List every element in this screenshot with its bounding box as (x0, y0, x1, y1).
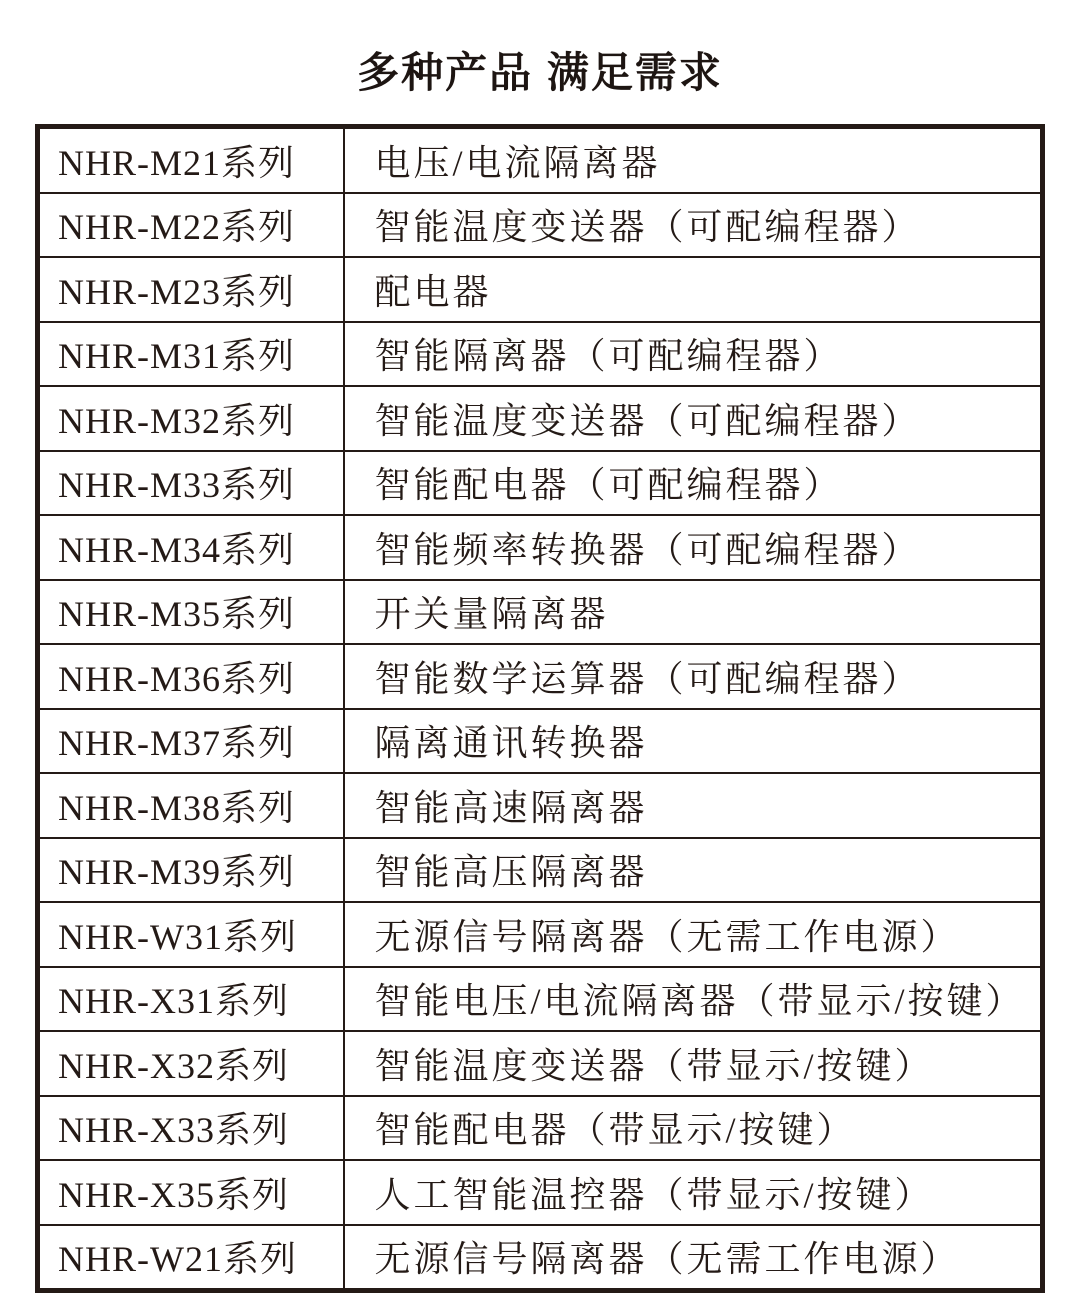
product-description-cell: 隔离通讯转换器 (344, 709, 1043, 774)
series-name-cell: NHR-W31系列 (38, 902, 344, 967)
product-description-cell: 电压/电流隔离器 (344, 127, 1043, 193)
series-name-cell: NHR-M23系列 (38, 257, 344, 322)
table-row (38, 902, 1043, 967)
series-name-cell: NHR-X35系列 (38, 1160, 344, 1225)
series-name-cell: NHR-M31系列 (38, 322, 344, 387)
series-name-cell: NHR-X32系列 (38, 1031, 344, 1096)
table-row (38, 322, 1043, 387)
product-description-cell: 无源信号隔离器（无需工作电源） (344, 902, 1043, 967)
table-row (38, 1225, 1043, 1291)
table-row (38, 1160, 1043, 1225)
table-row (38, 838, 1043, 903)
product-description-cell: 配电器 (344, 257, 1043, 322)
table-row (38, 257, 1043, 322)
product-description-cell: 智能频率转换器（可配编程器） (344, 515, 1043, 580)
series-name-cell: NHR-M33系列 (38, 451, 344, 516)
product-description-cell: 智能高压隔离器 (344, 838, 1043, 903)
product-description-cell: 智能隔离器（可配编程器） (344, 322, 1043, 387)
series-name-cell: NHR-M35系列 (38, 580, 344, 645)
product-table-body (38, 127, 1043, 1291)
table-row (38, 967, 1043, 1032)
series-name-cell: NHR-M37系列 (38, 709, 344, 774)
table-row (38, 1096, 1043, 1161)
product-description-cell: 智能温度变送器（带显示/按键） (344, 1031, 1043, 1096)
table-row (38, 127, 1043, 193)
product-description-cell: 人工智能温控器（带显示/按键） (344, 1160, 1043, 1225)
table-row (38, 515, 1043, 580)
table-row (38, 644, 1043, 709)
table-row (38, 1031, 1043, 1096)
product-description-cell: 智能配电器（可配编程器） (344, 451, 1043, 516)
table-row (38, 709, 1043, 774)
product-description-cell: 智能温度变送器（可配编程器） (344, 193, 1043, 258)
series-name-cell: NHR-X33系列 (38, 1096, 344, 1161)
series-name-cell: NHR-W21系列 (38, 1225, 344, 1291)
product-description-cell: 开关量隔离器 (344, 580, 1043, 645)
table-row (38, 773, 1043, 838)
product-series-table (35, 124, 1045, 1293)
series-name-cell: NHR-M34系列 (38, 515, 344, 580)
table-row (38, 580, 1043, 645)
product-description-cell: 无源信号隔离器（无需工作电源） (344, 1225, 1043, 1291)
series-name-cell: NHR-M21系列 (38, 127, 344, 193)
series-name-cell: NHR-X31系列 (38, 967, 344, 1032)
product-description-cell: 智能温度变送器（可配编程器） (344, 386, 1043, 451)
table-row (38, 386, 1043, 451)
product-description-cell: 智能配电器（带显示/按键） (344, 1096, 1043, 1161)
table-row (38, 451, 1043, 516)
product-description-cell: 智能电压/电流隔离器（带显示/按键） (344, 967, 1043, 1032)
table-row (38, 193, 1043, 258)
series-name-cell: NHR-M32系列 (38, 386, 344, 451)
series-name-cell: NHR-M36系列 (38, 644, 344, 709)
product-description-cell: 智能高速隔离器 (344, 773, 1043, 838)
series-name-cell: NHR-M38系列 (38, 773, 344, 838)
product-description-cell: 智能数学运算器（可配编程器） (344, 644, 1043, 709)
series-name-cell: NHR-M22系列 (38, 193, 344, 258)
series-name-cell: NHR-M39系列 (38, 838, 344, 903)
page-title: 多种产品 满足需求 (357, 49, 723, 96)
